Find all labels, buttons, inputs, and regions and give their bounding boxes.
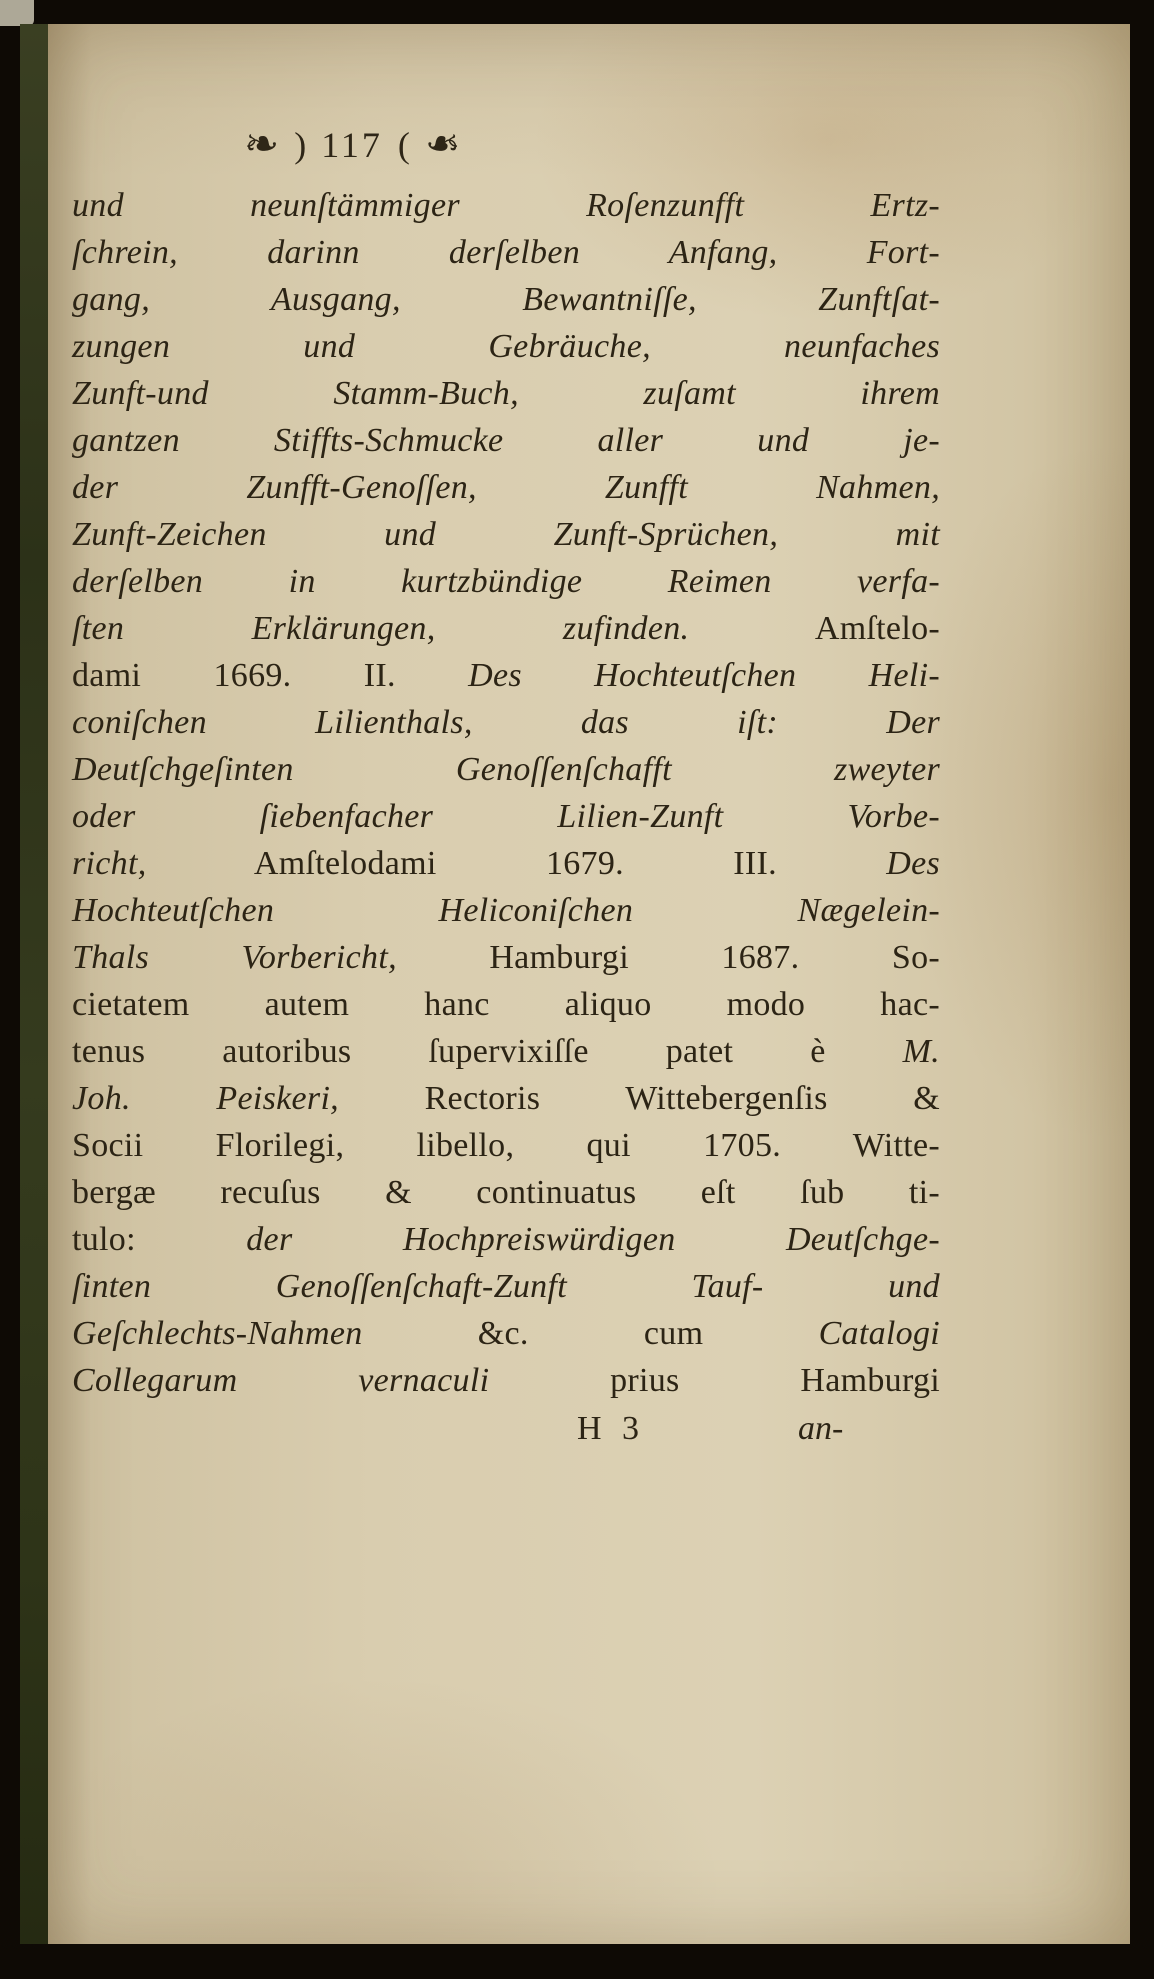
fleuron-right-icon: ❧ bbox=[424, 122, 461, 168]
text-segment: Collegarum vernaculi bbox=[72, 1362, 490, 1399]
text-segment: Hamburgi 1687. So- bbox=[396, 939, 940, 976]
text-line bbox=[72, 1028, 940, 1075]
text-line bbox=[72, 229, 940, 276]
text-line bbox=[72, 276, 940, 323]
text-segment: Des bbox=[886, 845, 940, 882]
text-segment: &c. cum bbox=[362, 1315, 819, 1352]
text-segment: Geſchlechts-Nahmen bbox=[72, 1315, 363, 1352]
text-segment: coniſchen Lilienthals, das iſt: Der bbox=[72, 704, 940, 741]
page-content bbox=[72, 24, 972, 1460]
catchword: an- bbox=[798, 1410, 844, 1447]
text-segment: Zunft-und Stamm-Buch, zuſamt ihrem bbox=[72, 375, 940, 412]
text-segment: gantzen Stiffts-Schmucke aller und je- bbox=[72, 422, 940, 459]
text-line bbox=[72, 605, 940, 652]
text-segment: ſten Erklärungen, zufinden. bbox=[72, 610, 690, 647]
text-line bbox=[72, 323, 940, 370]
text-segment: Zunft-Zeichen und Zunft-Sprüchen, mit bbox=[72, 516, 940, 553]
text-line bbox=[72, 511, 940, 558]
text-segment: Joh. Peiskeri, bbox=[72, 1080, 339, 1117]
text-segment: tenus autoribus ſupervixiſſe patet è bbox=[72, 1033, 903, 1070]
text-line bbox=[72, 1122, 940, 1169]
text-line bbox=[72, 1075, 940, 1122]
text-segment: Thals Vorbericht, bbox=[72, 939, 397, 976]
text-line bbox=[72, 1310, 940, 1357]
text-segment: Deutſchgeſinten Genoſſenſchafft zweyter bbox=[72, 751, 940, 788]
text-line bbox=[72, 887, 940, 934]
text-line bbox=[72, 1357, 940, 1404]
text-segment: der Zunfft-Genoſſen, Zunfft Nahmen, bbox=[72, 469, 940, 506]
text-segment: M. bbox=[902, 1033, 940, 1070]
text-segment: tulo: bbox=[72, 1221, 247, 1258]
text-segment: cietatem autem hanc aliquo modo hac- bbox=[72, 986, 940, 1023]
text-line bbox=[72, 699, 940, 746]
text-segment: Des Hochteutſchen Heli- bbox=[468, 657, 940, 694]
binding-edge bbox=[20, 24, 48, 1944]
text-segment: Rectoris Wittebergenſis & bbox=[338, 1080, 940, 1117]
page-footer bbox=[72, 1410, 972, 1460]
text-segment: dami 1669. II. bbox=[72, 657, 469, 694]
text-segment: prius Hamburgi bbox=[489, 1362, 940, 1399]
text-line bbox=[72, 464, 940, 511]
text-segment: bergæ recuſus & continuatus eſt ſub ti- bbox=[72, 1174, 940, 1211]
text-line bbox=[72, 1263, 940, 1310]
text-line bbox=[72, 746, 940, 793]
text-line bbox=[72, 370, 940, 417]
text-line bbox=[72, 652, 940, 699]
text-line bbox=[72, 558, 940, 605]
text-segment: Amſtelo- bbox=[689, 610, 940, 647]
page-number: 117 bbox=[321, 125, 383, 165]
text-segment: Catalogi bbox=[818, 1315, 940, 1352]
text-segment: richt, bbox=[72, 845, 147, 882]
scan-artifact bbox=[0, 0, 34, 26]
text-segment: Amſtelodami 1679. III. bbox=[146, 845, 887, 882]
text-line bbox=[72, 934, 940, 981]
fleuron-left-icon: ❧ bbox=[244, 122, 280, 168]
text-line bbox=[72, 793, 940, 840]
text-segment: gang, Ausgang, Bewantniſſe, Zunftſat- bbox=[72, 281, 940, 318]
text-line bbox=[72, 417, 940, 464]
text-segment: Hochteutſchen Heliconiſchen Nægelein- bbox=[72, 892, 940, 929]
text-line bbox=[72, 1216, 940, 1263]
text-segment: oder ſiebenfacher Lilien-Zunft Vorbe- bbox=[72, 798, 940, 835]
signature-mark: H 3 bbox=[577, 1410, 646, 1447]
text-segment: zungen und Gebräuche, neunfaches bbox=[72, 328, 940, 365]
text-segment: und neunſtämmiger Roſenzunfft Ertz- bbox=[72, 187, 940, 224]
text-line bbox=[72, 840, 940, 887]
text-segment: ſinten Genoſſenſchaft-Zunft Tauf- und bbox=[72, 1268, 940, 1305]
paren-open: ) bbox=[294, 125, 307, 165]
book-page bbox=[48, 24, 1130, 1944]
text-segment: derſelben in kurtzbündige Reimen verfa- bbox=[72, 563, 940, 600]
text-segment: Socii Florilegi, libello, qui 1705. Witte- bbox=[72, 1127, 940, 1164]
paren-close: ( bbox=[397, 125, 410, 165]
text-segment: der Hochpreiswürdigen Deutſchge- bbox=[246, 1221, 940, 1258]
page-header bbox=[244, 124, 972, 166]
text-line bbox=[72, 1169, 940, 1216]
text-segment: ſchrein, darinn derſelben Anfang, Fort- bbox=[72, 234, 940, 271]
text-line bbox=[72, 981, 940, 1028]
text-line bbox=[72, 182, 940, 229]
body-text bbox=[72, 182, 972, 1404]
